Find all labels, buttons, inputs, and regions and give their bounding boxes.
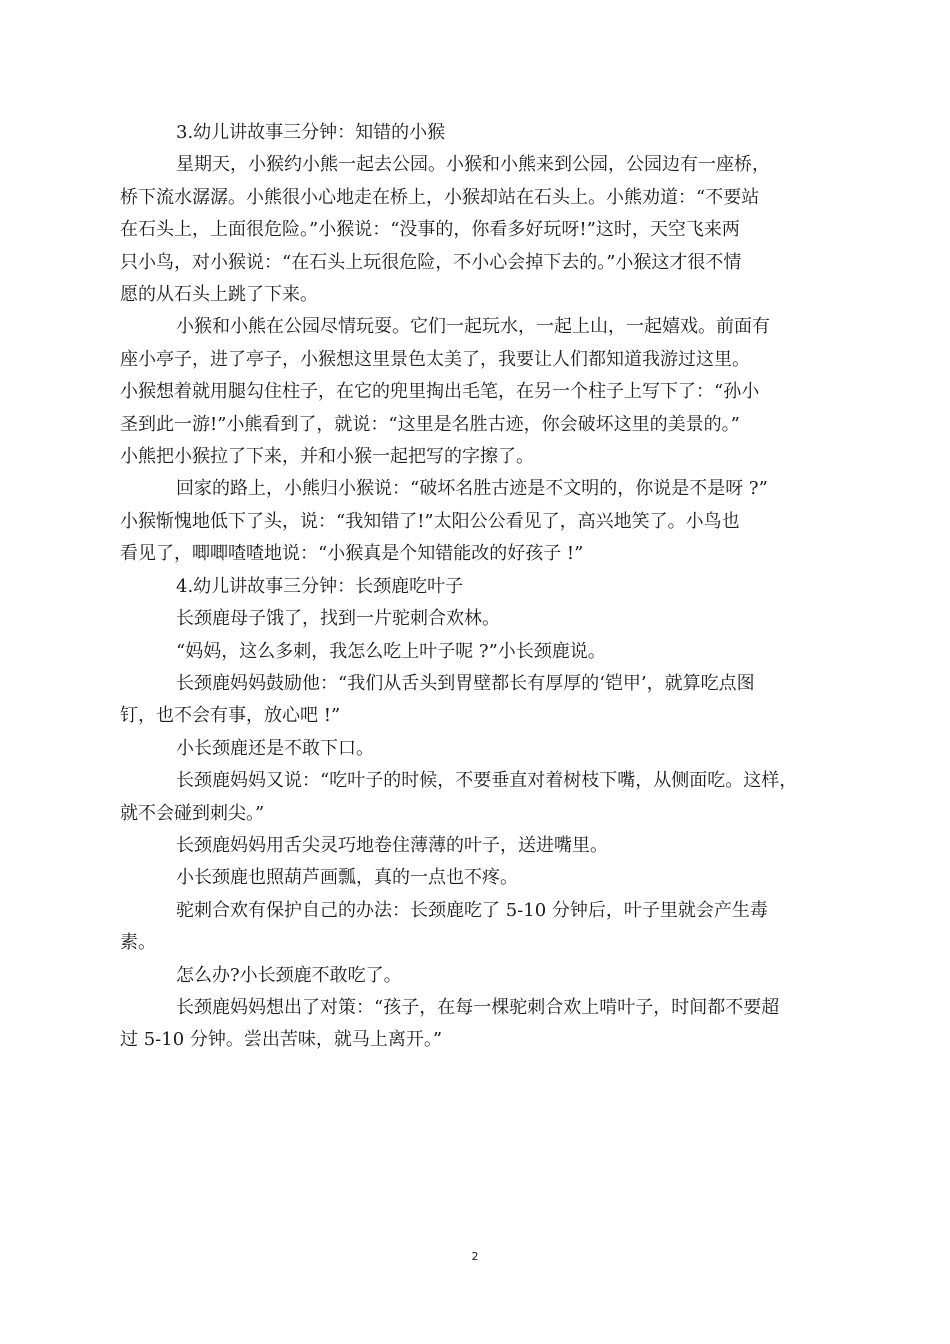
paragraph-line: 愿的从石头上跳了下来。 bbox=[120, 284, 318, 306]
paragraph-line: 怎么办?小长颈鹿不敢吃了。 bbox=[176, 964, 402, 986]
story-3-title: 3.幼儿讲故事三分钟：知错的小猴 bbox=[176, 122, 446, 143]
paragraph-line: 素。 bbox=[120, 932, 156, 954]
paragraph-line: 长颈鹿妈妈想出了对策：“孩子，在每一棵驼刺合欢上啃叶子，时间都不要超 bbox=[176, 996, 780, 1018]
paragraph-line: 小长颈鹿还是不敢下口。 bbox=[176, 737, 374, 759]
paragraph-line: 钉，也不会有事，放心吧 !” bbox=[120, 705, 341, 727]
paragraph-line: 小猴想着就用腿勾住柱子，在它的兜里掏出毛笔，在另一个柱子上写下了：“孙小 bbox=[120, 381, 760, 403]
paragraph-line: 长颈鹿妈妈用舌尖灵巧地卷住薄薄的叶子，送进嘴里。 bbox=[176, 834, 608, 856]
paragraph-line: 长颈鹿妈妈又说：“吃叶子的时候，不要垂直对着树枝下嘴，从侧面吃。这样， bbox=[176, 770, 798, 792]
paragraph-line: 看见了，唧唧喳喳地说：“小猴真是个知错能改的好孩子 !” bbox=[120, 543, 584, 565]
paragraph-line: 小猴惭愧地低下了头，说：“我知错了!”太阳公公看见了，高兴地笑了。小鸟也 bbox=[120, 510, 740, 532]
paragraph-line: 小熊把小猴拉了下来，并和小猴一起把写的字擦了。 bbox=[120, 446, 534, 468]
paragraph-line: 桥下流水潺潺。小熊很小心地走在桥上，小猴却站在石头上。小熊劝道：“不要站 bbox=[120, 186, 760, 208]
paragraph-line: 星期天，小猴约小熊一起去公园。小猴和小熊来到公园，公园边有一座桥， bbox=[176, 154, 770, 176]
paragraph-line: 在石头上，上面很危险。”小猴说：“没事的，你看多好玩呀!”这时，天空飞来两 bbox=[120, 219, 740, 241]
page-number: 2 bbox=[471, 1250, 479, 1263]
paragraph-line: 小长颈鹿也照葫芦画瓢，真的一点也不疼。 bbox=[176, 867, 518, 889]
paragraph-line: 回家的路上，小熊归小猴说：“破坏名胜古迹是不文明的，你说是不是呀 ?” bbox=[176, 478, 768, 500]
paragraph-line: 驼刺合欢有保护自己的办法：长颈鹿吃了 5-10 分钟后，叶子里就会产生毒 bbox=[176, 899, 768, 921]
paragraph-line: 座小亭子，进了亭子，小猴想这里景色太美了，我要让人们都知道我游过这里。 bbox=[120, 348, 750, 370]
paragraph-line: 小猴和小熊在公园尽情玩耍。它们一起玩水，一起上山，一起嬉戏。前面有 bbox=[176, 316, 770, 338]
paragraph-line: 圣到此一游!”小熊看到了，就说：“这里是名胜古迹，你会破坏这里的美景的。” bbox=[120, 413, 740, 435]
paragraph-line: “妈妈，这么多刺，我怎么吃上叶子呢 ?”小长颈鹿说。 bbox=[176, 640, 606, 662]
paragraph-line: 过 5-10 分钟。尝出苦味，就马上离开。” bbox=[120, 1029, 443, 1051]
story-4-title: 4.幼儿讲故事三分钟：长颈鹿吃叶子 bbox=[176, 575, 464, 597]
paragraph-line: 长颈鹿母子饿了，找到一片驼刺合欢林。 bbox=[176, 608, 500, 630]
paragraph-line: 长颈鹿妈妈鼓励他：“我们从舌头到胃壁都长有厚厚的‘铠甲’，就算吃点图 bbox=[176, 672, 755, 694]
paragraph-line: 就不会碰到刺尖。” bbox=[120, 802, 265, 824]
paragraph-line: 只小鸟，对小猴说：“在石头上玩很危险，不小心会掉下去的。”小猴这才很不情 bbox=[120, 251, 742, 273]
document-body bbox=[120, 117, 820, 1057]
